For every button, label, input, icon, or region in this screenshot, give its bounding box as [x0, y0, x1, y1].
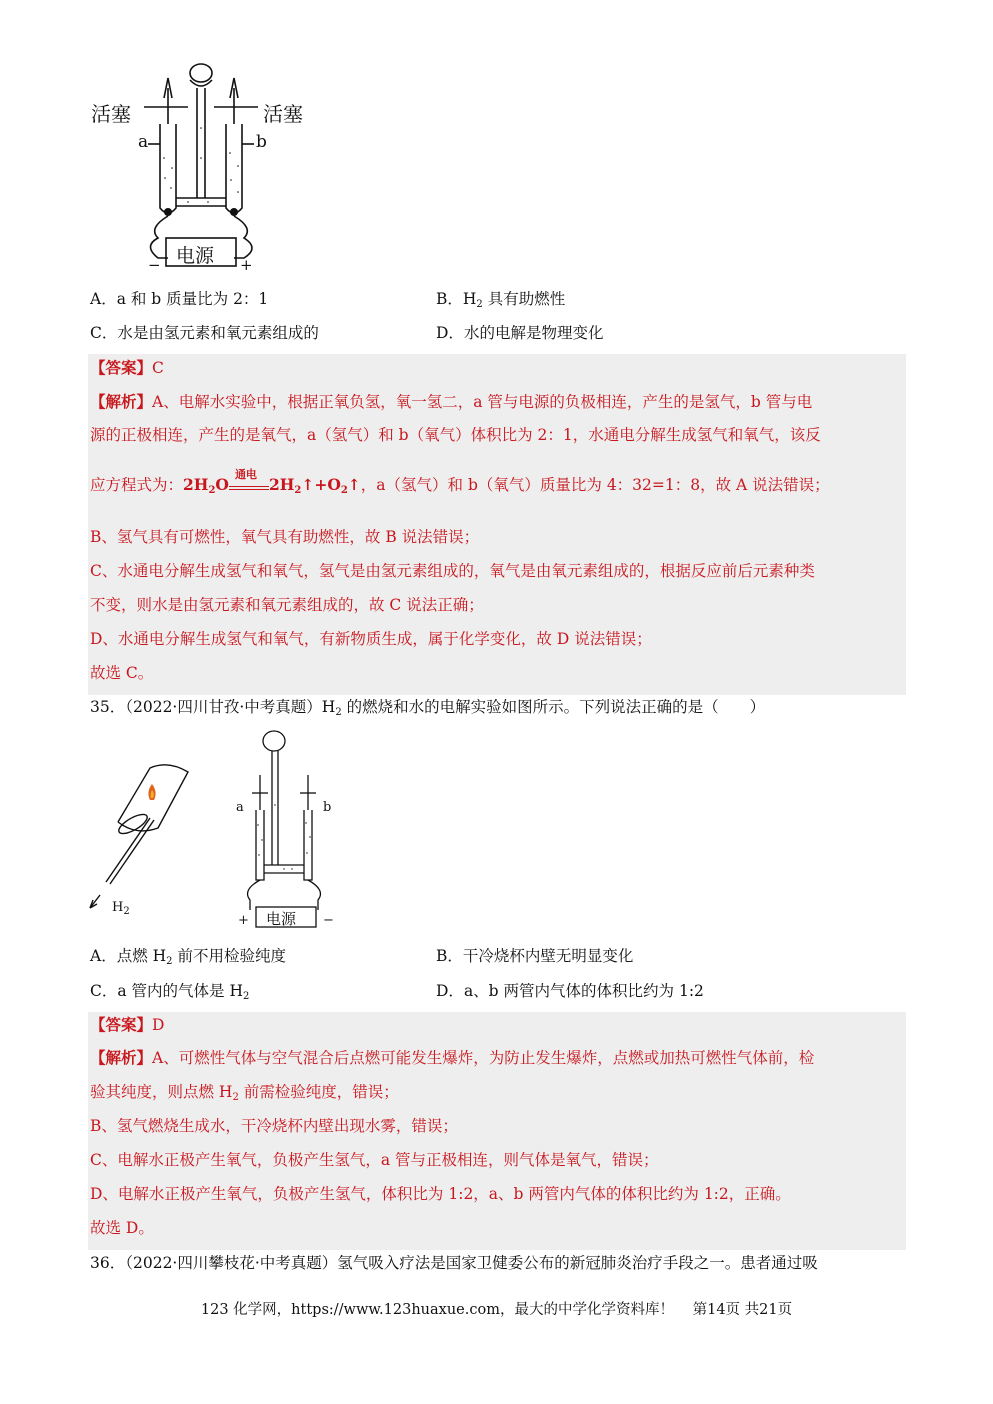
q34-answer: 【答案】C [90, 358, 164, 377]
q35-analysis-line-1: 【解析】A、可燃性气体与空气混合后点燃可能发生爆炸，为防止发生爆炸，点燃或加热可燃性气体前，检 [90, 1048, 815, 1067]
q35-option-d: D．a、b 两管内气体的体积比约为 1:2 [436, 982, 704, 1000]
q35-analysis-line-2: 验其纯度，则点燃 $H_2$ 前需检验纯度，错误； [90, 1083, 399, 1103]
q35-option-b: B．干冷烧杯内壁无明显变化 [436, 947, 634, 965]
tube-b-label-2: b [323, 800, 332, 815]
q34-option-a: A．a 和 b 质量比为 2：1 [90, 290, 269, 308]
q34-analysis-line-2: 源的正极相连，产生的是氧气，a（氢气）和 b（氧气）体积比为 2：1，水通电分解生成氢气和氧气，该反 [90, 426, 821, 444]
page-footer [0, 1299, 993, 1321]
q34-analysis-line-1: 【解析】A、电解水实验中，根据正氧负氢，氧一氢二，a 管与电源的负极相连，产生的是氢气，b 管与电 [90, 392, 813, 411]
q35-stem: 35．（2022·四川甘孜·中考真题）$H_2$ 的燃烧和水的电解实验如图所示。下列说法正确的是（ ） [90, 698, 766, 718]
positive-terminal-label-2: + [238, 913, 249, 928]
electrolysis-apparatus-drawing-2 [228, 725, 358, 930]
q35-analysis-line-c: C、电解水正极产生氧气，负极产生氢气，a 管与正极相连，则气体是氧气，错误； [90, 1151, 659, 1169]
q35-analysis-line-d: D、电解水正极产生氧气，负极产生氢气，体积比为 1:2，a、b 两管内气体的体积比约为 1:2，正确。 [90, 1185, 791, 1203]
equation-condition: 通电 [234, 468, 257, 481]
h2-burning-beaker-drawing [88, 730, 198, 925]
q35-analysis-line-b: B、氢气燃烧生成水，干冷烧杯内壁出现水雾，错误； [90, 1117, 458, 1135]
q34-option-d: D．水的电解是物理变化 [436, 324, 604, 342]
tube-b-label: b [256, 132, 267, 152]
q35-answer: 【答案】D [90, 1015, 165, 1034]
power-source-label: 电源 [176, 245, 215, 267]
q34-analysis-line-b: B、氢气具有可燃性，氧气具有助燃性，故 B 说法错误； [90, 528, 480, 546]
negative-terminal-label-2: − [323, 913, 334, 928]
q34-conclusion: 故选 C。 [90, 664, 154, 682]
electrolysis-figure-2 [228, 725, 358, 930]
q34-option-b: B．$H_2$ 具有助燃性 [436, 290, 566, 310]
q35-option-a: A．点燃 $H_2$ 前不用检验纯度 [90, 947, 286, 967]
q34-analysis-line-d: D、水通电分解生成氢气和氧气，有新物质生成，属于化学变化，故 D 说法错误； [90, 630, 652, 648]
h2-gas-label: $H_2$ [112, 900, 130, 917]
stopcock-label-left: 活塞 [91, 102, 131, 126]
positive-terminal-label: + [240, 256, 253, 274]
h2-combustion-figure [88, 730, 198, 925]
electrolysis-figure-1 [88, 58, 318, 278]
q34-equation-line: 应方程式为：$2H_2O$ 通电 $2H_2↑+O_2↑$，a（氢气）和 b（氧气）质量比为 4：32=1：8，故 A 说法错误； [90, 474, 830, 496]
footer-site-text: 123 化学网，https://www.123huaxue.com，最大的中学化学资料库！ [200, 1302, 674, 1318]
q34-option-c: C．水是由氢元素和氧元素组成的 [90, 324, 319, 342]
q34-analysis-line-c1: C、水通电分解生成氢气和氧气，氢气是由氢元素组成的，氧气是由氧元素组成的，根据反应前后元素种类 [90, 562, 815, 580]
q35-option-c: C．a 管内的气体是 $H_2$ [90, 982, 250, 1002]
q35-conclusion: 故选 D。 [90, 1219, 154, 1237]
footer-page-number: 第14页 共21页 [692, 1302, 793, 1318]
stopcock-label-right: 活塞 [263, 102, 303, 126]
tube-a-label-2: a [236, 800, 244, 815]
power-source-label-2: 电源 [266, 910, 297, 928]
negative-terminal-label: − [148, 256, 161, 274]
q36-stem: 36．（2022·四川攀枝花·中考真题）氢气吸入疗法是国家卫健委公布的新冠肺炎治疗手段之一。患者通过吸 [90, 1254, 818, 1272]
tube-a-label: a [138, 132, 149, 152]
q34-analysis-line-c2: 不变，则水是由氢元素和氧元素组成的，故 C 说法正确； [90, 596, 484, 614]
